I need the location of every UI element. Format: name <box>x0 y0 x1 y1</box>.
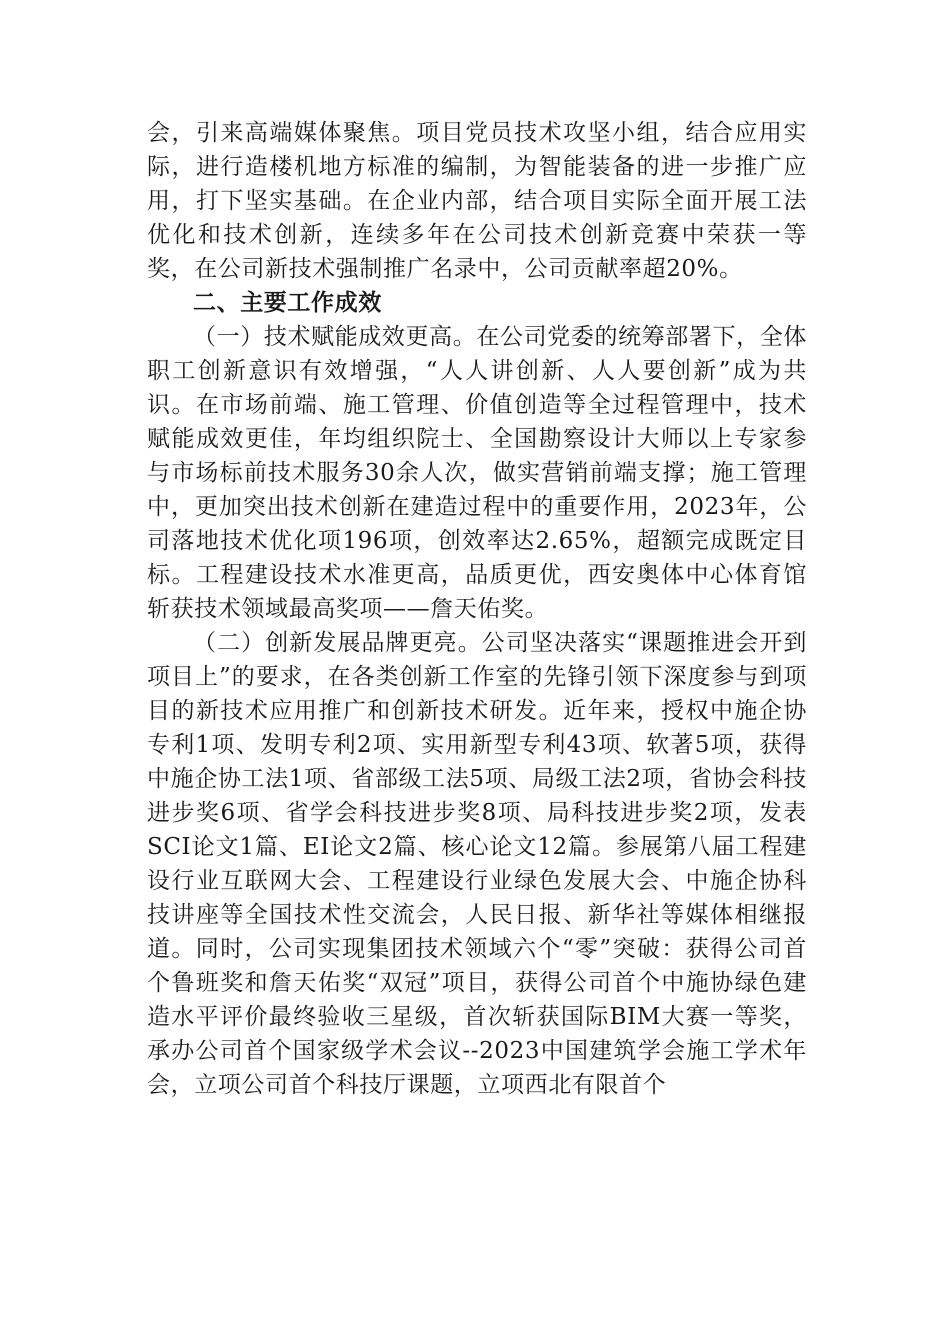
section-heading: 二、主要工作成效 <box>193 290 382 316</box>
body-paragraph-tech-empowerment: （一）技术赋能成效更高。在公司党委的统筹部署下，全体职工创新意识有效增强，“人人讲创新、人人要创新”成为共识。在市场前端、施工管理、价值创造等全过程管理中，技术赋能成效更佳，年均组织院士、全国勘察设计大师以上专家参与市场标前技术服务30余人次，做实营销前端支撑；施工管理中，更加突出技术创新在建造过程中的重要作用，2023年，公司落地技术优化项196项，创效率达2.65%，超额完成既定目标。工程建设技术水准更高，品质更优，西安奥体中心体育馆斩获技术领域最高奖项——詹天佑奖。 <box>147 324 807 622</box>
body-paragraph-innovation-brand: （二）创新发展品牌更亮。公司坚决落实“课题推进会开到项目上”的要求，在各类创新工作室的先锋引领下深度参与到项目的新技术应用推广和创新技术研发。近年来，授权中施企协专利1项、发明专利2项、实用新型专利43项、软著5项，获得中施企协工法1项、省部级工法5项、局级工法2项，省协会科技进步奖6项、省学会科技进步奖8项、局科技进步奖2项，发表SCI论文1篇、EI论文2篇、核心论文12篇。参展第八届工程建设行业互联网大会、工程建设行业绿色发展大会、中施企协科技讲座等全国技术性交流会，人民日报、新华社等媒体相继报道。同时，公司实现集团技术领域六个“零”突破：获得公司首个鲁班奖和詹天佑奖“双冠”项目，获得公司首个中施协绿色建造水平评价最终验收三星级，首次斩获国际BIM大赛一等奖，承办公司首个国家级学术会议--2023中国建筑学会施工学术年会，立项公司首个科技厅课题，立项西北有限首个 <box>147 630 807 1098</box>
document-body <box>147 116 807 1102</box>
body-paragraph-continuation: 会，引来高端媒体聚焦。项目党员技术攻坚小组，结合应用实际，进行造楼机地方标准的编制，为智能装备的进一步推广应用，打下坚实基础。在企业内部，结合项目实际全面开展工法优化和技术创新，连续多年在公司技术创新竞赛中荣获一等奖，在公司新技术强制推广名录中，公司贡献率超20%。 <box>147 120 807 282</box>
